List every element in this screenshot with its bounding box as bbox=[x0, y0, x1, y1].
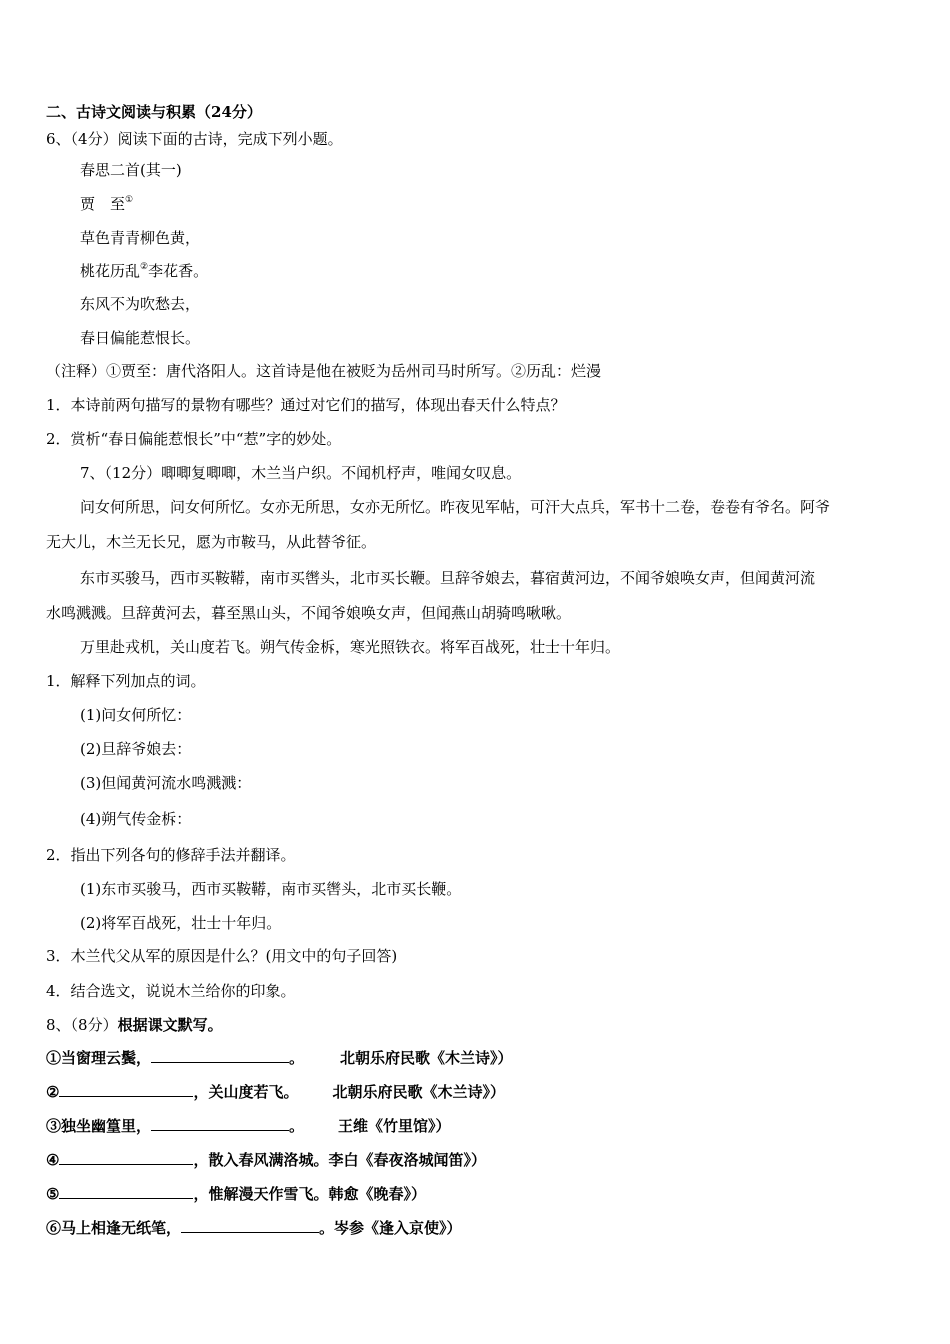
fill-blank-5[interactable] bbox=[59, 1184, 193, 1199]
q8-item-4-text: ，散入春风满洛城。李白《春夜洛城闻笛》） bbox=[193, 1151, 486, 1169]
poem-annotation: （注释）①贾至：唐代洛阳人。这首诗是他在被贬为岳州司马时所写。②历乱：烂漫 bbox=[46, 362, 602, 380]
q8-item-6-text: ⑥马上相逢无纸笔， bbox=[46, 1219, 182, 1237]
q8-item-3-text: ③独坐幽篁里， bbox=[46, 1117, 152, 1135]
q7-word-item-4: (4)朔气传金柝： bbox=[80, 810, 192, 828]
poem-line-2-b: 李花香。 bbox=[148, 262, 209, 280]
q8-item-5-text: ，惟解漫天作雪飞。韩愈《晚春》） bbox=[193, 1185, 426, 1203]
q8-item-5 bbox=[46, 1184, 426, 1204]
q7-passage-para-2a: 问女何所思，问女何所忆。女亦无所思，女亦无所忆。昨夜见军帖，可汗大点兵，军书十二卷，卷卷有爷名。阿爷 bbox=[80, 498, 831, 516]
q8-item-1 bbox=[46, 1048, 513, 1068]
fill-blank-4[interactable] bbox=[59, 1150, 193, 1165]
fill-blank-2[interactable] bbox=[59, 1082, 193, 1097]
poem-line-4: 春日偏能惹恨长。 bbox=[80, 329, 201, 347]
section-heading: 二、古诗文阅读与积累（24分） bbox=[46, 103, 262, 121]
q7-word-item-1: (1)问女何所忆： bbox=[80, 706, 192, 724]
q6-sub-question-1: 1．本诗前两句描写的景物有哪些？通过对它们的描写，体现出春天什么特点？ bbox=[46, 396, 566, 414]
q7-word-item-2: (2)旦辞爷娘去： bbox=[80, 740, 192, 758]
poem-line-2-a: 桃花历乱 bbox=[80, 262, 141, 280]
poem-author bbox=[80, 194, 133, 214]
q8-item-2 bbox=[46, 1082, 505, 1102]
q7-passage-para-1: 7、（12分）唧唧复唧唧，木兰当户织。不闻机杼声，唯闻女叹息。 bbox=[80, 464, 522, 482]
q8-item-1-end: 。 bbox=[289, 1049, 305, 1067]
q8-item-3-source: 王维《竹里馆》） bbox=[338, 1117, 451, 1135]
q6-sub-question-2: 2．赏析“春日偏能惹恨长”中“惹”字的妙处。 bbox=[46, 430, 342, 448]
q8-item-6-end: 。岑参《逢入京使》） bbox=[319, 1219, 462, 1237]
fill-blank-1[interactable] bbox=[151, 1048, 289, 1063]
q7-rhetoric-item-1: (1)东市买骏马，西市买鞍鞯，南市买辔头，北市买长鞭。 bbox=[80, 880, 462, 898]
q8-item-1-source: 北朝乐府民歌《木兰诗》） bbox=[340, 1049, 513, 1067]
q8-item-4 bbox=[46, 1150, 486, 1170]
q7-sub-question-1: 1．解释下列加点的词。 bbox=[46, 672, 206, 690]
poem-line-1: 草色青青柳色黄， bbox=[80, 229, 201, 247]
note-mark-2: ② bbox=[140, 262, 149, 272]
q8-item-3 bbox=[46, 1116, 451, 1136]
q8-item-3-end: 。 bbox=[289, 1117, 305, 1135]
q8-item-2-source: 北朝乐府民歌《木兰诗》） bbox=[332, 1083, 505, 1101]
poem-author-name: 贾 至 bbox=[80, 195, 126, 213]
q7-sub-question-2: 2．指出下列各句的修辞手法并翻译。 bbox=[46, 846, 296, 864]
q7-passage-para-4: 万里赴戎机，关山度若飞。朔气传金柝，寒光照铁衣。将军百战死，壮士十年归。 bbox=[80, 638, 621, 656]
q8-stem-instruction: 根据课文默写。 bbox=[117, 1016, 223, 1034]
q7-sub-question-4: 4．结合选文，说说木兰给你的印象。 bbox=[46, 982, 296, 1000]
q7-word-item-3: (3)但闻黄河流水鸣溅溅： bbox=[80, 774, 252, 792]
q6-stem: 6、（4分）阅读下面的古诗，完成下列小题。 bbox=[46, 130, 343, 148]
q7-passage-para-2b: 无大儿，木兰无长兄，愿为市鞍马，从此替爷征。 bbox=[46, 533, 377, 551]
q8-stem bbox=[46, 1015, 223, 1035]
q8-item-5-mark: ⑤ bbox=[46, 1185, 60, 1203]
q7-sub-question-3: 3．木兰代父从军的原因是什么？(用文中的句子回答) bbox=[46, 947, 398, 965]
q7-passage-para-3a: 东市买骏马，西市买鞍鞯，南市买辔头，北市买长鞭。旦辞爷娘去，暮宿黄河边，不闻爷娘唤女声，但闻黄河流 bbox=[80, 569, 816, 587]
fill-blank-3[interactable] bbox=[151, 1116, 289, 1131]
q8-item-2-mark: ② bbox=[46, 1083, 60, 1101]
q8-item-2-text: ，关山度若飞。 bbox=[193, 1083, 299, 1101]
note-mark-1: ① bbox=[125, 195, 134, 205]
fill-blank-6[interactable] bbox=[181, 1218, 319, 1233]
q7-passage-para-3b: 水鸣溅溅。旦辞黄河去，暮至黑山头，不闻爷娘唤女声，但闻燕山胡骑鸣啾啾。 bbox=[46, 604, 572, 622]
poem-line-3: 东风不为吹愁去， bbox=[80, 295, 201, 313]
q7-rhetoric-item-2: (2)将军百战死，壮士十年归。 bbox=[80, 914, 282, 932]
q8-item-1-text: ①当窗理云鬓， bbox=[46, 1049, 152, 1067]
poem-title: 春思二首(其一) bbox=[80, 161, 182, 179]
q8-item-4-mark: ④ bbox=[46, 1151, 60, 1169]
poem-line-2 bbox=[80, 261, 208, 281]
q8-stem-prefix: 8、（8分） bbox=[46, 1016, 118, 1034]
q8-item-6 bbox=[46, 1218, 462, 1238]
